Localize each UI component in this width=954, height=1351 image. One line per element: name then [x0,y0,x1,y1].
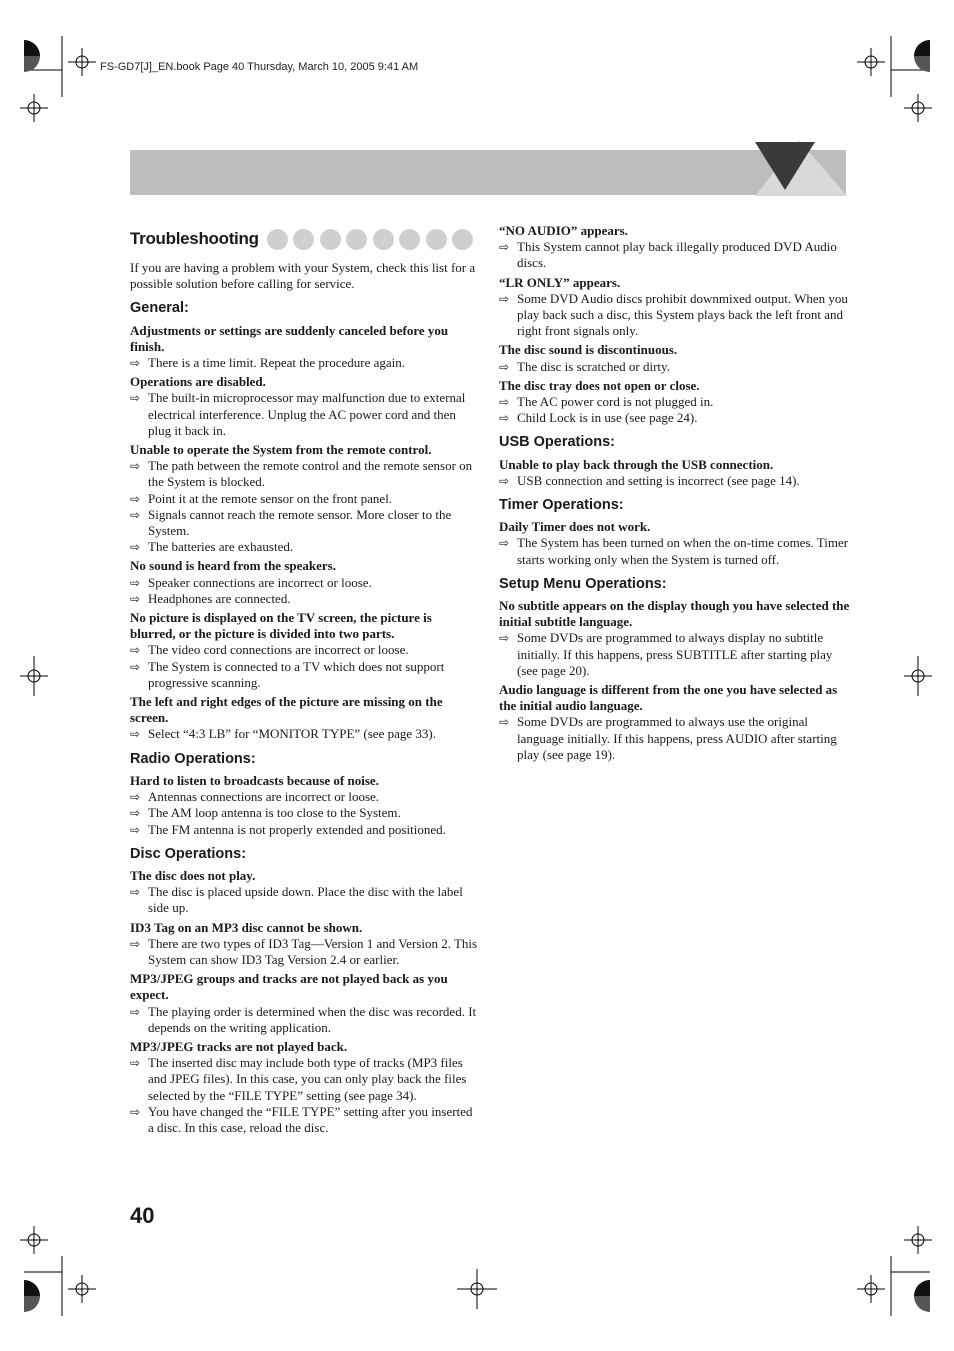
arrow-icon: ⇨ [130,659,141,674]
problem-text: Hard to listen to broadcasts because of noise. [130,772,379,788]
decor-dot [320,229,341,250]
solution-text: Speaker connections are incorrect or loose. [148,574,372,590]
arrow-icon: ⇨ [130,540,141,555]
solution-line [130,575,480,591]
solution-text: Antennas connections are incorrect or loose. [148,789,380,805]
solution-text: Select “4:3 LB” for “MONITOR TYPE” (see page 33). [148,726,436,742]
right-sections [499,223,851,763]
solution-line [130,659,480,691]
arrow-icon: ⇨ [130,643,141,658]
solution-text: You have changed the “FILE TYPE” setting after you inserted a disc. In this case, reload the disc. [148,1103,473,1135]
arrow-icon: ⇨ [130,727,141,742]
trouble-item [130,1039,480,1136]
solution-text: The disc is scratched or dirty. [517,358,670,374]
section-heading: Timer Operations: [499,497,624,514]
arrow-icon: ⇨ [499,473,510,488]
solution-text: USB connection and setting is incorrect (see page 14). [517,472,800,488]
trouble-item [130,868,480,917]
decor-dot [293,229,314,250]
problem-text: The disc does not play. [130,867,256,883]
trouble-item [130,971,480,1036]
trouble-item [499,342,851,374]
header-band [130,150,846,195]
problem-text: “NO AUDIO” appears. [499,223,628,238]
solution-text: The path between the remote control and the remote sensor on the System is blocked. [148,458,473,490]
trouble-item [499,378,851,427]
arrow-icon: ⇨ [130,936,141,951]
solution-line [130,726,480,742]
left-column [130,226,480,1136]
arrow-icon: ⇨ [499,240,510,255]
trouble-item [130,694,480,743]
trouble-item [130,558,480,607]
section-heading: USB Operations: [499,434,616,451]
solution-text: The FM antenna is not properly extended and positioned. [148,821,446,837]
arrow-icon: ⇨ [130,575,141,590]
solution-line [130,491,480,507]
solution-text: The built-in microprocessor may malfunction due to external electrical interference. Unplug the AC power cord and then plug it back in. [148,390,466,438]
problem-text: Operations are disabled. [130,374,266,390]
arrow-icon: ⇨ [499,631,510,646]
problem-text: Adjustments or settings are suddenly canceled before you finish. [130,322,449,354]
arrow-icon: ⇨ [130,491,141,506]
decor-dot [426,229,447,250]
problem-text: No sound is heard from the speakers. [130,558,336,574]
solution-line [130,884,480,916]
intro-text: If you are having a problem with your System, check this list for a possible solution before calling for service. [130,260,476,292]
corner-triangle-icon [755,140,847,196]
solution-line [130,1004,480,1036]
section-heading: Setup Menu Operations: [499,575,667,592]
arrow-icon: ⇨ [130,1104,141,1119]
solution-text: Some DVD Audio discs prohibit downmixed output. When you play back such a disc, this System plays back the left front and right front signals only. [517,290,848,339]
arrow-icon: ⇨ [130,507,141,522]
problem-text: ID3 Tag on an MP3 disc cannot be shown. [130,919,363,935]
solution-line [130,936,480,968]
solution-text: The disc is placed upside down. Place the disc with the label side up. [148,884,463,916]
problem-text: The disc sound is discontinuous. [499,342,678,358]
trouble-item [130,920,480,969]
problem-text: Daily Timer does not work. [499,519,651,535]
problem-text: MP3/JPEG groups and tracks are not played back as you expect. [130,971,448,1003]
solution-text: The video cord connections are incorrect or loose. [148,642,409,658]
solution-line [130,507,480,539]
decor-dot [399,229,420,250]
solution-line [130,390,480,439]
problem-text: “LR ONLY” appears. [499,274,621,290]
solution-line [130,1055,480,1104]
solution-text: This System cannot play back illegally produced DVD Audio discs. [517,239,837,271]
arrow-icon: ⇨ [130,459,141,474]
arrow-icon: ⇨ [499,291,510,306]
page-number: 40 [130,1203,155,1228]
trouble-item [499,457,851,489]
section-heading: Radio Operations: [130,750,256,767]
solution-line [499,359,851,375]
solution-line [130,591,480,607]
solution-line [130,539,480,555]
section-heading: Disc Operations: [130,845,247,862]
arrow-icon: ⇨ [499,411,510,426]
arrow-icon: ⇨ [130,591,141,606]
arrow-icon: ⇨ [499,395,510,410]
arrow-icon: ⇨ [499,715,510,730]
solution-text: The System has been turned on when the on-time comes. Timer starts working only when the System is turned off. [517,535,849,567]
solution-text: The batteries are exhausted. [148,539,294,555]
solution-text: The inserted disc may include both type of tracks (MP3 files and JPEG files). In this case, you can only play back the files selected by the “FILE TYPE” setting (see page 34). [148,1055,467,1103]
arrow-icon: ⇨ [499,359,510,374]
solution-line [130,822,480,838]
trouble-item [499,519,851,568]
arrow-icon: ⇨ [499,536,510,551]
solution-text: The System is connected to a TV which does not support progressive scanning. [148,658,445,690]
decor-dot [373,229,394,250]
solution-line [130,355,480,371]
solution-line [499,630,851,679]
solution-line [499,410,851,426]
arrow-icon: ⇨ [130,822,141,837]
left-sections [130,300,480,1136]
trouble-item [499,223,851,272]
problem-text: No subtitle appears on the display though you have selected the initial subtitle language. [499,598,850,630]
solution-text: The playing order is determined when the disc was recorded. It depends on the writing application. [148,1003,477,1035]
section-heading: General: [130,300,189,317]
arrow-icon: ⇨ [130,391,141,406]
trouble-item [499,275,851,340]
title-row [130,226,480,252]
trouble-item [499,598,851,679]
solution-text: Signals cannot reach the remote sensor. More closer to the System. [148,506,452,539]
decor-dot [346,229,367,250]
page-title: Troubleshooting [130,228,259,248]
solution-text: There is a time limit. Repeat the procedure again. [148,355,406,371]
solution-line [130,458,480,490]
trouble-item [130,442,480,555]
solution-text: The AC power cord is not plugged in. [517,394,714,410]
problem-text: MP3/JPEG tracks are not played back. [130,1038,348,1054]
solution-text: Point it at the remote sensor on the front panel. [148,490,393,506]
trouble-item [130,374,480,439]
problem-text: Audio language is different from the one you have selected as the initial audio language. [499,682,838,714]
arrow-icon: ⇨ [130,806,141,821]
solution-line [499,535,851,567]
solution-text: Some DVDs are programmed to always display no subtitle initially. If this happens, press SUBTITLE after starting play (see page 20). [517,630,833,678]
trouble-item [130,773,480,838]
solution-line [499,394,851,410]
trouble-item [130,610,480,691]
solution-text: Child Lock is in use (see page 24). [517,410,698,426]
decor-dot [267,229,288,250]
problem-text: The disc tray does not open or close. [499,377,700,393]
solution-line [499,239,851,271]
arrow-icon: ⇨ [130,790,141,805]
problem-text: Unable to operate the System from the remote control. [130,442,432,458]
solution-text: The AM loop antenna is too close to the System. [148,805,401,821]
problem-text: No picture is displayed on the TV screen, the picture is blurred, or the picture is divided into two parts. [130,610,432,642]
solution-text: Headphones are connected. [148,590,291,606]
solution-text: Some DVDs are programmed to always use the original language initially. If this happens, press AUDIO after starting play (see page 19). [517,714,837,762]
arrow-icon: ⇨ [130,1056,141,1071]
solution-line [130,642,480,658]
decor-dot [452,229,473,250]
arrow-icon: ⇨ [130,885,141,900]
solution-line [499,714,851,763]
trouble-item [130,323,480,372]
solution-line [499,291,851,340]
right-column [499,220,851,763]
arrow-icon: ⇨ [130,1004,141,1019]
solution-line [130,805,480,821]
solution-line [130,1104,480,1136]
arrow-icon: ⇨ [130,356,141,371]
file-header-note: FS-GD7[J]_EN.book Page 40 Thursday, March 10, 2005 9:41 AM [100,61,419,73]
solution-text: There are two types of ID3 Tag—Version 1 and Version 2. This System can show ID3 Tag Version 2.4 or earlier. [148,935,478,967]
solution-line [130,789,480,805]
trouble-item [499,682,851,763]
solution-line [499,473,851,489]
problem-text: The left and right edges of the picture are missing on the screen. [130,694,443,726]
problem-text: Unable to play back through the USB connection. [499,456,774,472]
